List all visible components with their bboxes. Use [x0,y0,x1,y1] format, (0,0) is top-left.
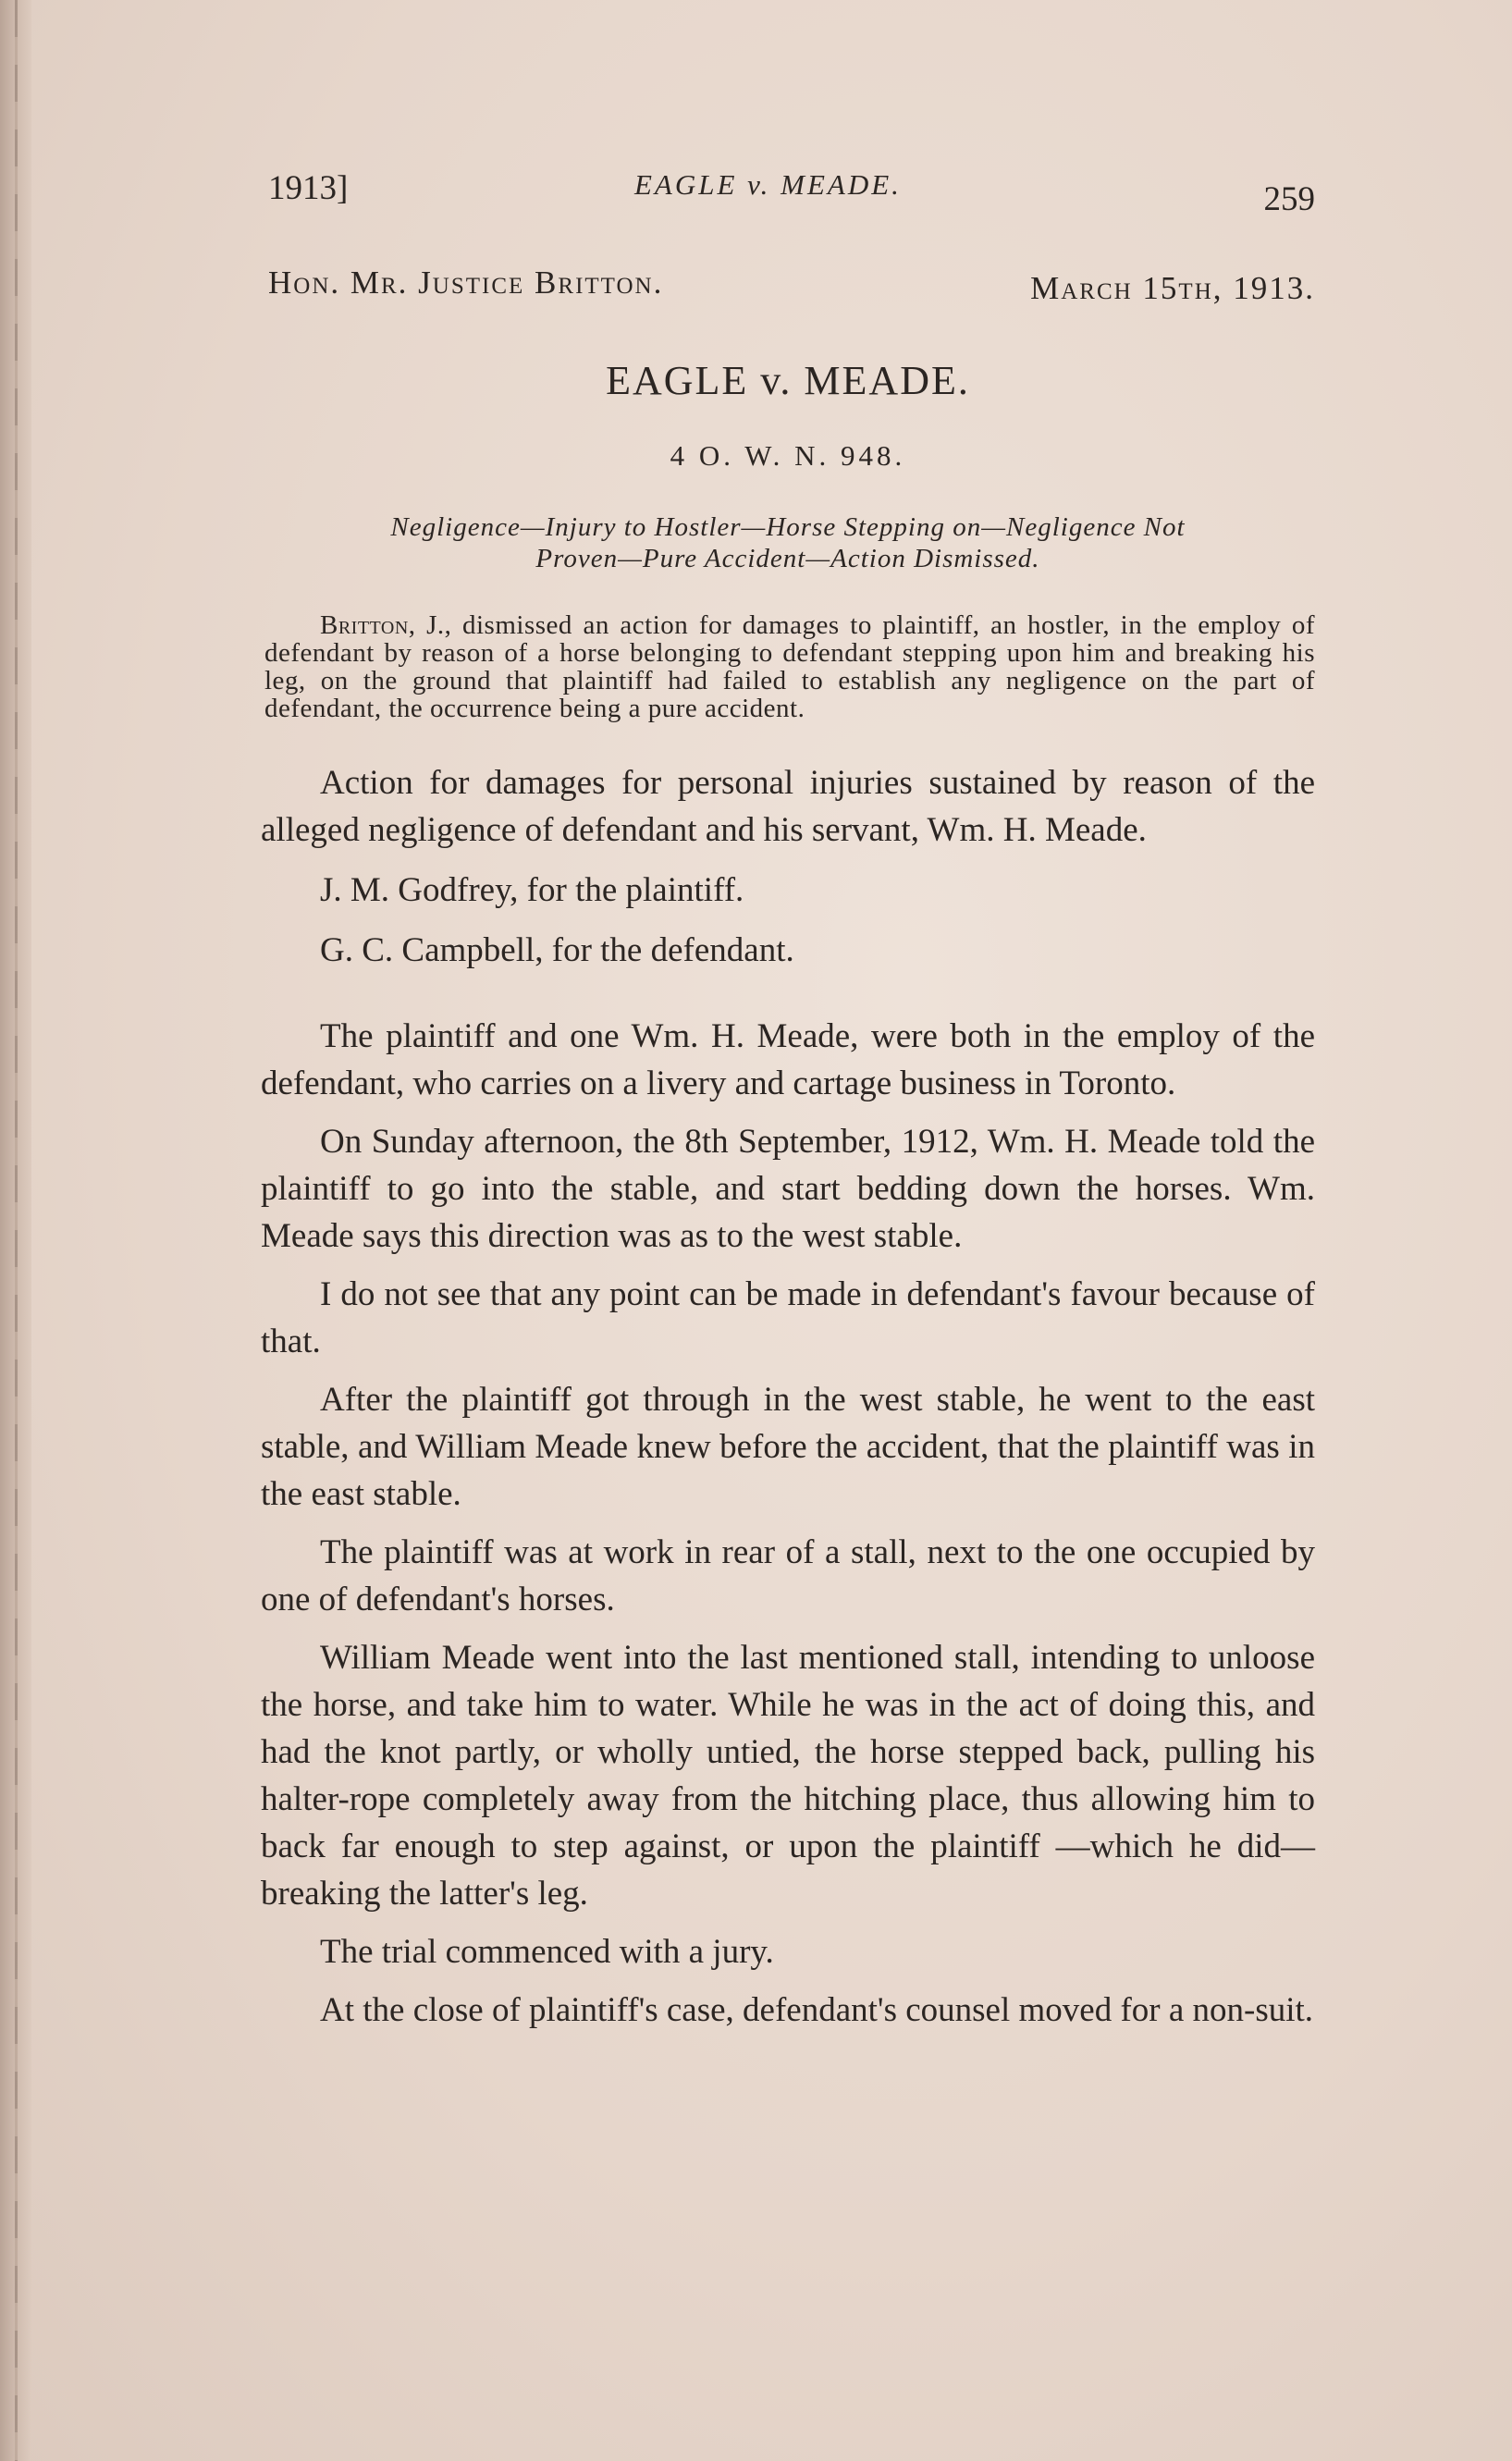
body-paragraph: The plaintiff was at work in rear of a stall, next to the one occupied by one of defendant's horses. [261,1533,1315,1618]
running-head-case: EAGLE v. MEADE. [634,168,902,201]
intro-paragraph: Action for damages for personal injuries sustained by reason of the alleged negligence of defendant and his servant, Wm. H. Meade. [261,764,1315,849]
headnote [261,611,1315,722]
body-paragraph: I do not see that any point can be made in defendant's favour because of that. [261,1275,1315,1360]
catchwords [261,511,1315,574]
body-paragraph: The trial commenced with a jury. [320,1933,774,1971]
decision-date: March 15th, 1913. [1030,270,1315,306]
running-head-year: 1913] [268,169,349,207]
judge-line [261,265,1315,320]
headnote-judge: Britton, J. [320,610,445,640]
case-title: EAGLE v. MEADE. [606,358,970,403]
counsel-plaintiff: J. M. Godfrey, for the plaintiff. [320,871,744,909]
running-head [261,157,1315,218]
body-paragraph: At the close of plaintiff's case, defendant's counsel moved for a non-suit. [320,1991,1314,2029]
body-paragraph: On Sunday afternoon, the 8th September, 1912, Wm. H. Meade told the plaintiff to go into the stable, and start bedding down the horses. Wm. Meade says this direction was as to the west stable. [261,1123,1315,1255]
body-paragraph: William Meade went into the last mentioned stall, intending to unloose the horse, and take him to water. While he was in the act of doing this, and had the knot partly, or wholly untied, the horse stepped back, pulling his halter-rope completely away from the hitching place, thus allowing him to back far enough to step against, or upon the plaintiff —which he did—breaking the latter's leg. [261,1639,1315,1913]
judgment-body [261,759,1315,2034]
headnote-text: , dismissed an action for damages to plaintiff, an hostler, in the employ of defendant by reason of a horse belonging to defendant stepping upon him and breaking his leg, on the ground that plaintiff had failed to establish any negligence on the part of defendant, the occurrence being a pure accident. [264,610,1315,723]
binding-stitch [15,0,18,2461]
catchwords-line: Negligence—Injury to Hostler—Horse Stepping on—Negligence Not [390,512,1186,542]
judge-name: Hon. Mr. Justice Britton. [268,265,664,301]
page-content [261,157,1315,2045]
page-number: 259 [1263,180,1315,218]
catchwords-line: Proven—Pure Accident—Action Dismissed. [535,544,1040,573]
section-gap [261,979,1315,1013]
body-paragraph: After the plaintiff got through in the west stable, he went to the east stable, and William Meade knew before the accident, that the plaintiff was in the east stable. [261,1381,1315,1513]
citation: 4 O. W. N. 948. [670,439,906,472]
counsel-defendant: G. C. Campbell, for the defendant. [320,931,794,969]
body-paragraph: The plaintiff and one Wm. H. Meade, were both in the employ of the defendant, who carries on a livery and cartage business in Toronto. [261,1017,1315,1102]
book-spine-edge [0,0,31,2461]
